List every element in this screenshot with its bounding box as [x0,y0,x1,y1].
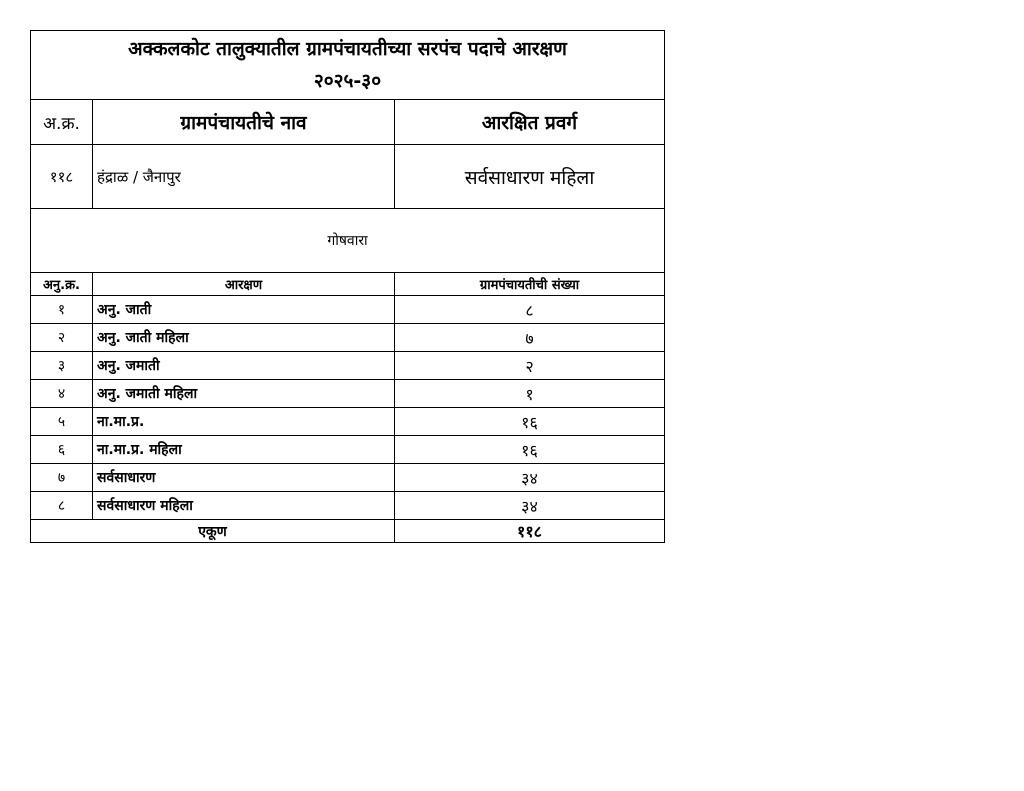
row-count: ३४ [395,464,665,492]
row-serial: ७ [31,464,93,492]
row-serial: ५ [31,408,93,436]
summary-header-reservation: आरक्षण [93,273,395,296]
row-count: १ [395,380,665,408]
table-row [31,352,665,380]
row-reservation: अनु. जाती महिला [93,324,395,352]
row-reservation: अनु. जमाती महिला [93,380,395,408]
summary-title-row [31,209,665,273]
summary-header-serial: अनु.क्र. [31,273,93,296]
row-serial: ८ [31,492,93,520]
table-row [31,492,665,520]
table-row [31,408,665,436]
row-count: ८ [395,296,665,324]
total-value: ११८ [395,520,665,543]
row-count: १६ [395,436,665,464]
table-row [31,324,665,352]
summary-header-count: ग्रामपंचायतीची संख्या [395,273,665,296]
row-count: २ [395,352,665,380]
header-row [31,100,665,145]
summary-title: गोषवारा [31,209,665,273]
entry-serial: ११८ [31,145,93,209]
title-line-1: अक्कलकोट तालुक्यातील ग्रामपंचायतीच्या सरपंच पदाचे आरक्षण [128,38,567,60]
table-title [31,31,665,100]
reservation-table [30,30,665,543]
table-row [31,464,665,492]
row-serial: १ [31,296,93,324]
row-serial: ६ [31,436,93,464]
entry-row [31,145,665,209]
row-count: १६ [395,408,665,436]
summary-header-row [31,273,665,296]
row-count: ७ [395,324,665,352]
header-category: आरक्षित प्रवर्ग [395,100,665,145]
row-reservation: ना.मा.प्र. महिला [93,436,395,464]
table-row [31,380,665,408]
entry-name: हंद्राळ / जैनापुर [93,145,395,209]
total-row [31,520,665,543]
title-line-2: २०२५-३० [313,70,382,92]
row-reservation: अनु. जाती [93,296,395,324]
row-serial: ३ [31,352,93,380]
header-serial: अ.क्र. [31,100,93,145]
row-reservation: सर्वसाधारण महिला [93,492,395,520]
title-row [31,31,665,100]
row-reservation: ना.मा.प्र. [93,408,395,436]
row-serial: ४ [31,380,93,408]
total-label: एकूण [31,520,395,543]
row-reservation: अनु. जमाती [93,352,395,380]
entry-category: सर्वसाधारण महिला [395,145,665,209]
row-count: ३४ [395,492,665,520]
table-row [31,296,665,324]
row-reservation: सर्वसाधारण [93,464,395,492]
table-row [31,436,665,464]
row-serial: २ [31,324,93,352]
header-name: ग्रामपंचायतीचे नाव [93,100,395,145]
